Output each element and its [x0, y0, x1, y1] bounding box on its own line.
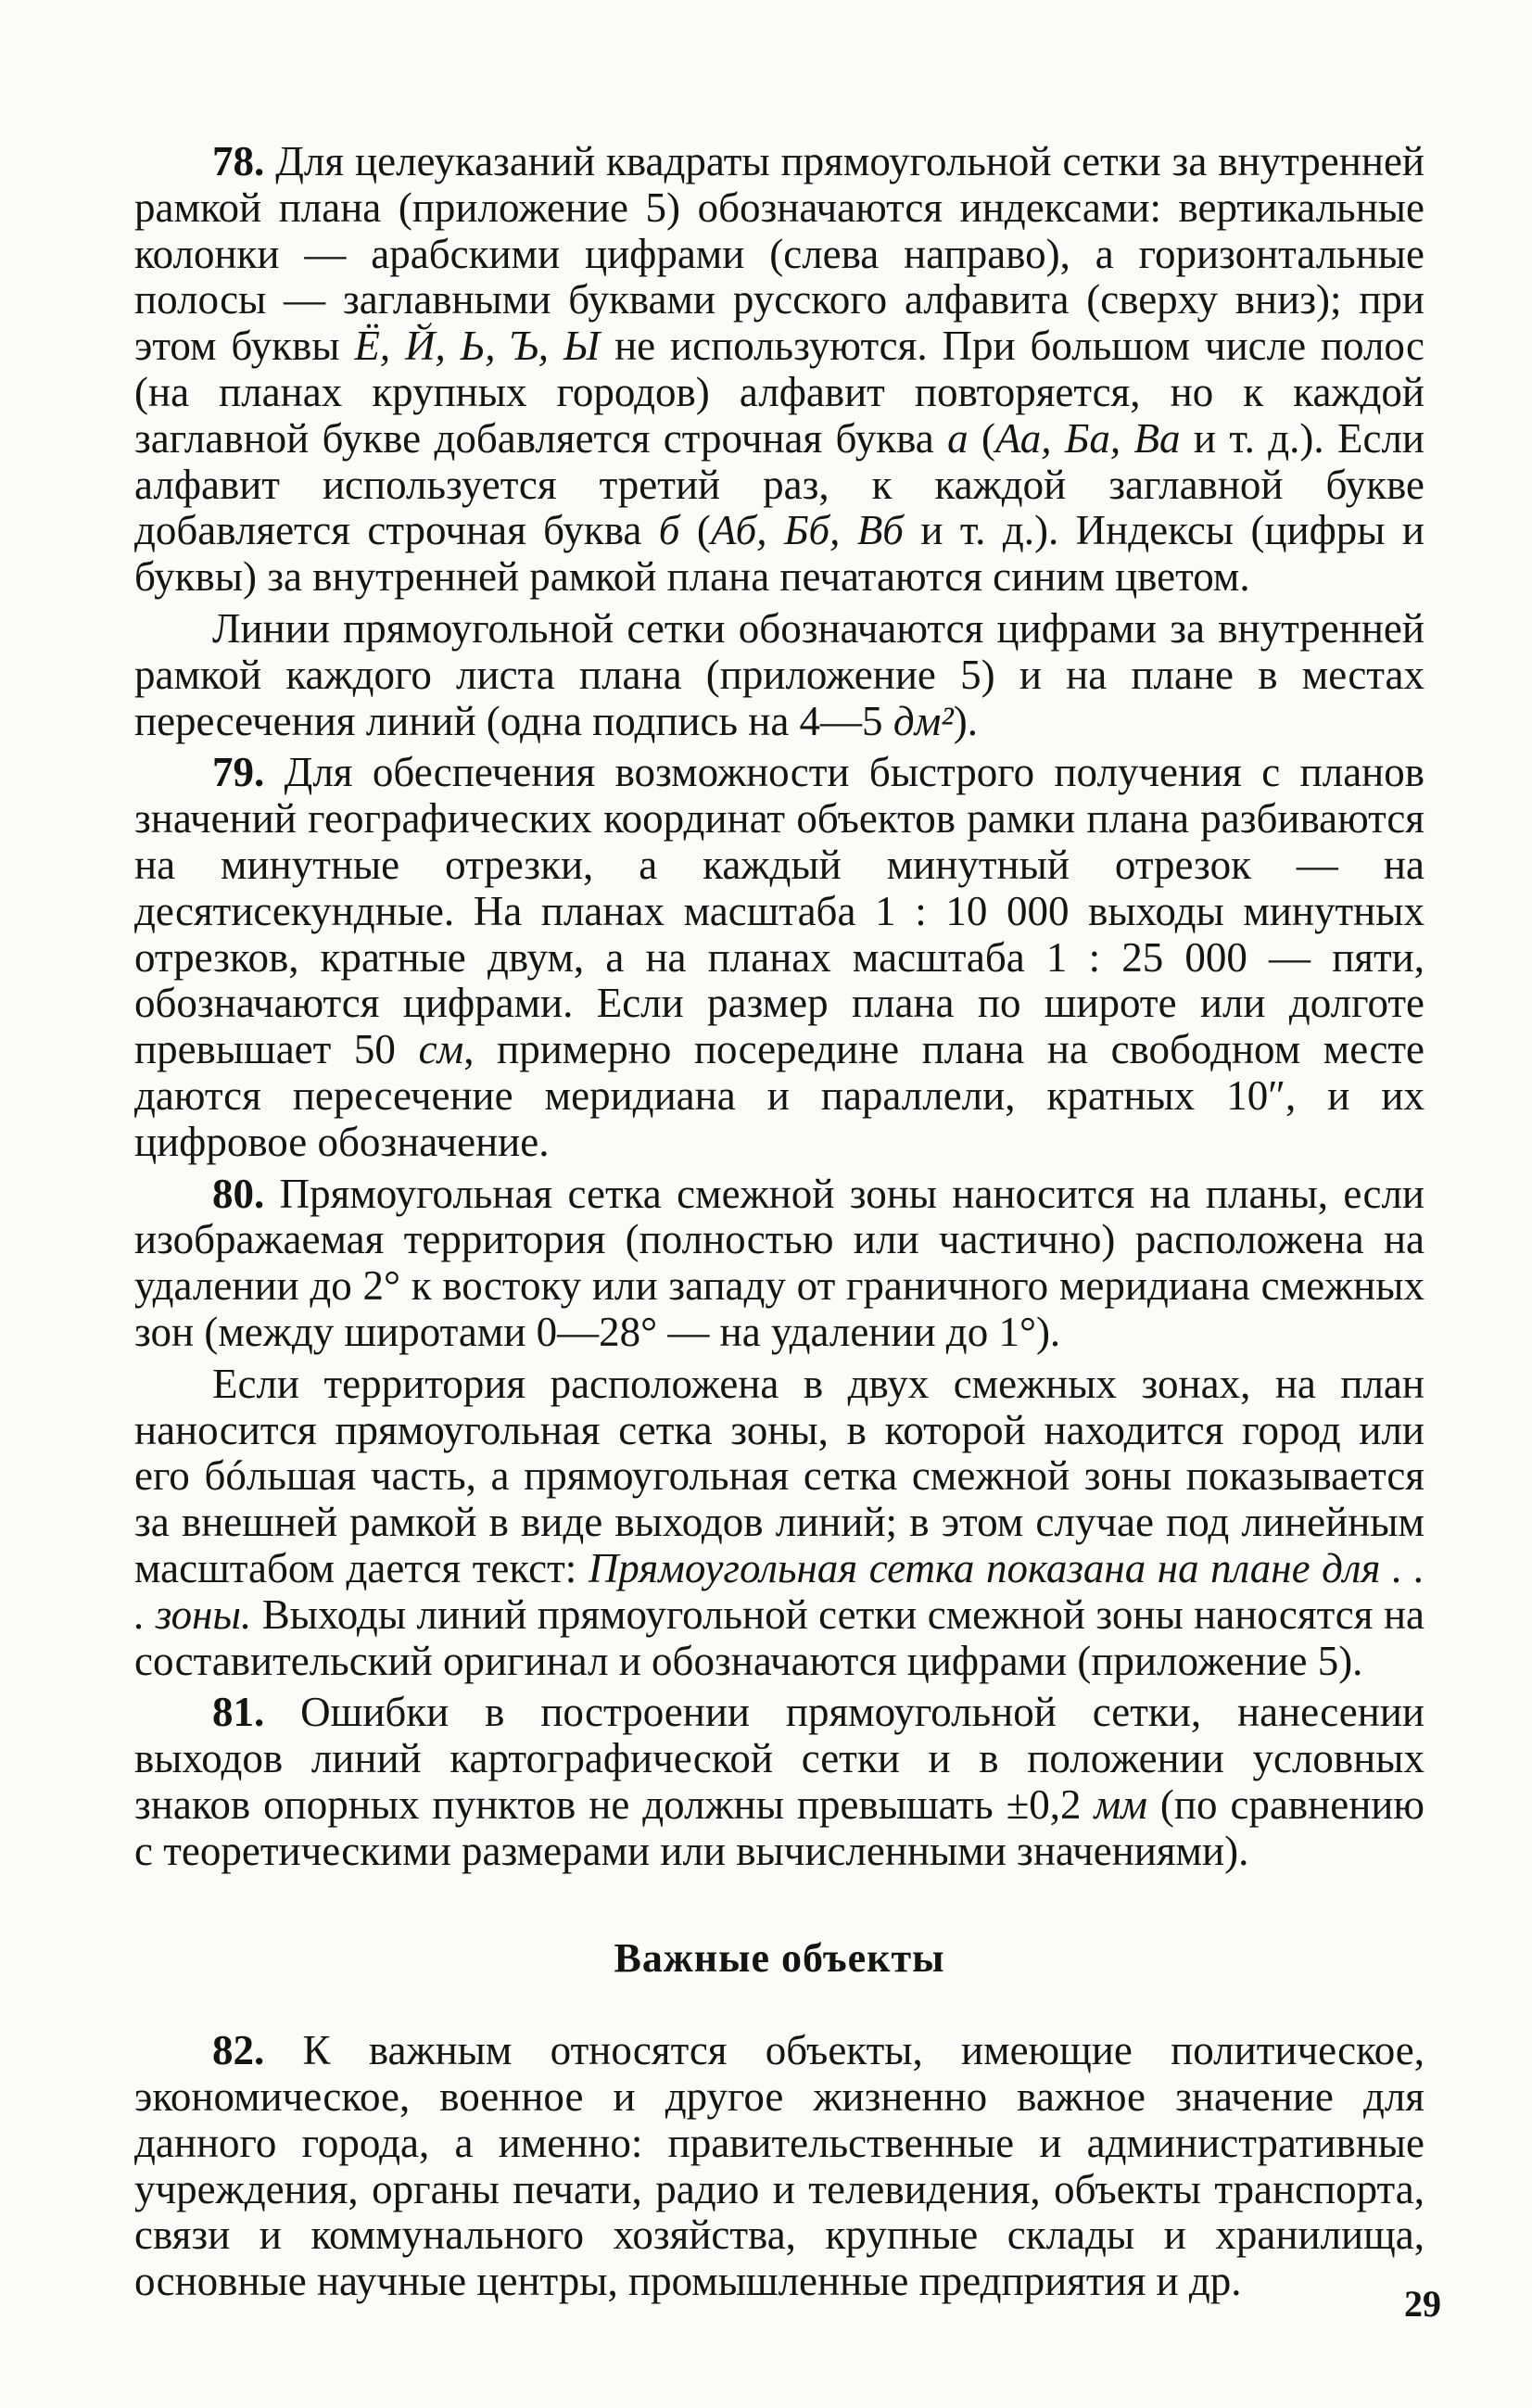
italic-text: б — [658, 507, 680, 554]
paragraph-text: и т. д.). Если алфавит используется третий раз, к каждой заглавной букве добавляется строчная буква — [134, 414, 1424, 554]
paragraph-number: 79. — [212, 749, 265, 796]
paragraph-text: ( — [679, 507, 711, 554]
paragraph-number: 81. — [212, 1689, 265, 1736]
paragraph-text: не используются. При большом числе полос (на планах крупных городов) алфавит повторяется, но к каждой заглавной букве добавляется строчная буква — [134, 323, 1424, 462]
paragraph-text: и т. д.). Индексы (цифры и буквы) за внутренней рамкой плана печатаются синим цветом. — [134, 507, 1425, 601]
italic-text: Прямоугольная сетка показана на плане для . . . зоны. — [134, 1544, 1424, 1638]
paragraph — [134, 139, 1424, 601]
paragraph-number: 78. — [212, 138, 265, 184]
paragraph-number: 80. — [212, 1170, 265, 1217]
paragraph-text: Выходы линий прямоугольной сетки смежной зоны наносятся на составительский оригинал и обозначаются цифрами (приложение 5). — [134, 1591, 1424, 1684]
paragraph-text: Ошибки в построении прямоугольной сетки, нанесении выходов линий картографической сетки и в положении условных знаков опорных пунктов не должны превышать ±0,2 — [134, 1689, 1424, 1828]
paragraph-text: ( — [968, 414, 995, 462]
paragraph-text: Линии прямоугольной сетки обозначаются цифрами за внутренней рамкой каждого листа плана (приложение 5) и на плане в местах пересечения линий (одна подпись на 4—5 — [134, 604, 1424, 744]
italic-text: Аа, Ба, Ва — [994, 414, 1181, 462]
italic-text: мм — [1094, 1781, 1147, 1828]
italic-text: а — [947, 414, 969, 462]
paragraph-text: ). — [953, 697, 979, 744]
paragraph — [134, 750, 1424, 1165]
page-body — [134, 139, 1424, 2311]
paragraph — [134, 2028, 1424, 2305]
italic-text: Аб, Бб, Вб — [710, 507, 904, 554]
paragraph-number: 82. — [212, 2027, 265, 2074]
paragraph-text: Если территория расположена в двух смежных зонах, на план наносится прямоугольная сетка зоны, в которой находится город или его бóльшая часть, а прямоугольная сетка смежной зоны показывается за внешней рамкой в виде выходов линий; в этом случае под линейным масштабом дается текст: — [134, 1360, 1424, 1591]
paragraph-text: К важным относятся объекты, имеющие политическое, экономическое, военное и другое жизненно важное значение для данного города, а именно: правительственные и административные учреждения, органы печати, радио и телевидения, объекты транспорта, связи и коммунального хозяйства, крупные склады и хранилища, основные научные центры, промышленные предприятия и др. — [134, 2027, 1424, 2305]
paragraph-text: Для обеспечения возможности быстрого получения с планов значений географических координат объектов рамки плана разбиваются на минутные отрезки, а каждый минутный отрезок — на десятисекундные. На планах масштаба 1 : 10 000 выходы минутных отрезков, кратные двум, а на планах масштаба 1 : 25 000 — пяти, обозначаются цифрами. Если размер плана по широте или долготе превышает 50 — [134, 749, 1424, 1073]
section-heading: Важные объекты — [614, 1935, 945, 1982]
paragraph — [134, 1362, 1424, 1685]
paragraph-text: Прямоугольная сетка смежной зоны наносится на планы, если изображаемая территория (полностью или частично) расположена на удалении до 2° к востоку или западу от граничного меридиана смежных зон (между широтами 0—28° — на удалении до 1°). — [134, 1170, 1424, 1355]
paragraph — [134, 1172, 1424, 1356]
paragraph-text: , примерно посередине плана на свободном месте даются пересечение меридиана и параллели, кратных 10″, и их цифровое обозначение. — [134, 1026, 1424, 1165]
paragraph — [134, 606, 1424, 744]
paragraph-text: Для целеуказаний квадраты прямоугольной сетки за внутренней рамкой плана (приложение 5) обозначаются индексами: вертикальные колонки — арабскими цифрами (слева направо), а горизонтальные полосы — заглавными буквами русского алфавита (сверху вниз); при этом буквы — [134, 138, 1424, 370]
paragraph-text: (по сравнению с теоретическими размерами или вычисленными значениями). — [134, 1781, 1424, 1874]
paragraph — [134, 1690, 1424, 1874]
page-number: 29 — [1404, 2283, 1441, 2325]
italic-text: Ё, Й, Ь, Ъ, Ы — [354, 323, 601, 370]
italic-text: см — [418, 1026, 464, 1073]
italic-text: дм² — [893, 697, 954, 744]
